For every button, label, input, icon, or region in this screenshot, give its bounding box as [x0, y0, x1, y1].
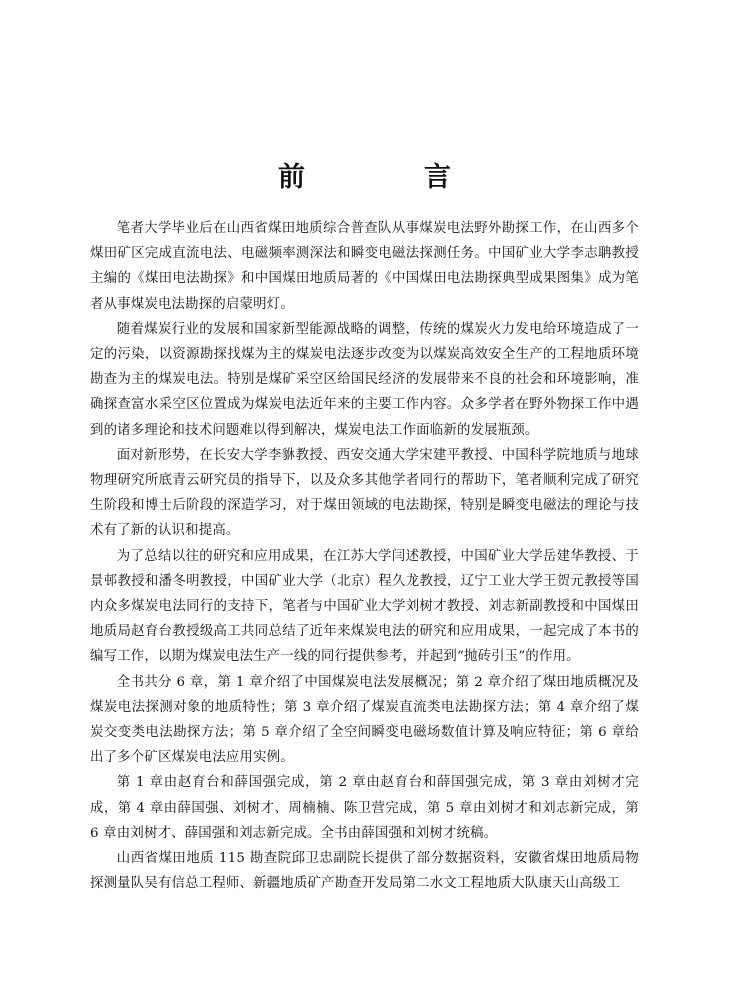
paragraph-1: 笔者大学毕业后在山西省煤田地质综合普查队从事煤炭电法野外勘探工作，在山西多个煤田矿区完成直流电法、电磁频率测深法和瞬变电磁法探测任务。中国矿业大学李志聃教授主编的《煤田电法勘探》和中国煤田地质局著的《中国煤田电法勘探典型成果图集》成为笔者从事煤炭电法勘探的启蒙明灯。	[90, 221, 639, 312]
page-title: 前 言	[278, 162, 497, 193]
paragraph-3: 面对新形势，在长安大学李貅教授、西安交通大学宋建平教授、中国科学院地质与地球物理研究所底青云研究员的指导下，以及众多其他学者同行的帮助下，笔者顺利完成了研究生阶段和博士后阶段的深造学习，对于煤田领域的电法勘探，特别是瞬变电磁法的理论与技术有了新的认识和提高。	[90, 447, 639, 539]
preface-body	[90, 216, 639, 896]
paragraph-7: 山西省煤田地质 115 勘查院邱卫忠副院长提供了部分数据资料，安徽省煤田地质局物探测量队吴有信总工程师、新疆地质矿产勘查开发局第二水文工程地质大队康天山高级工	[90, 851, 639, 892]
paragraph-2: 随着煤炭行业的发展和国家新型能源战略的调整，传统的煤炭火力发电给环境造成了一定的污染，以资源勘探找煤为主的煤炭电法逐步改变为以煤炭高效安全生产的工程地质环境勘查为主的煤炭电法。特别是煤矿采空区给国民经济的发展带来不良的社会和环境影响，准确探查富水采空区位置成为煤炭电法近年来的主要工作内容。众多学者在野外物探工作中遇到的诸多理论和技术问题难以得到解决，煤炭电法工作面临新的发展瓶颈。	[90, 321, 639, 438]
paragraph-6: 第 1 章由赵育台和薛国强完成，第 2 章由赵育台和薛国强完成，第 3 章由刘树才完成，第 4 章由薛国强、刘树才、周楠楠、陈卫营完成，第 5 章由刘树才和刘志新完成，第 6 章由刘树才、薛国强和刘志新完成。全书由薛国强和刘树才统稿。	[90, 775, 639, 841]
paragraph-5: 全书共分 6 章，第 1 章介绍了中国煤炭电法发展概况；第 2 章介绍了煤田地质概况及煤炭电法探测对象的地质特性；第 3 章介绍了煤炭直流类电法勘探方法；第 4 章介绍了煤炭交变类电法勘探方法；第 5 章介绍了全空间瞬变电磁场数值计算及响应特征；第 6 章给出了多个矿区煤炭电法应用实例。	[90, 674, 639, 766]
paragraph-4: 为了总结以往的研究和应用成果，在江苏大学闫述教授，中国矿业大学岳建华教授、于景邨教授和潘冬明教授，中国矿业大学（北京）程久龙教授，辽宁工业大学王贺元教授等国内众多煤炭电法同行的支持下，笔者与中国矿业大学刘树才教授、刘志新副教授和中国煤田地质局赵育台教授级高工共同总结了近年来煤炭电法的研究和应用成果，一起完成了本书的编写工作，以期为煤炭电法生产一线的同行提供参考，并起到“抛砖引玉”的作用。	[90, 548, 639, 665]
